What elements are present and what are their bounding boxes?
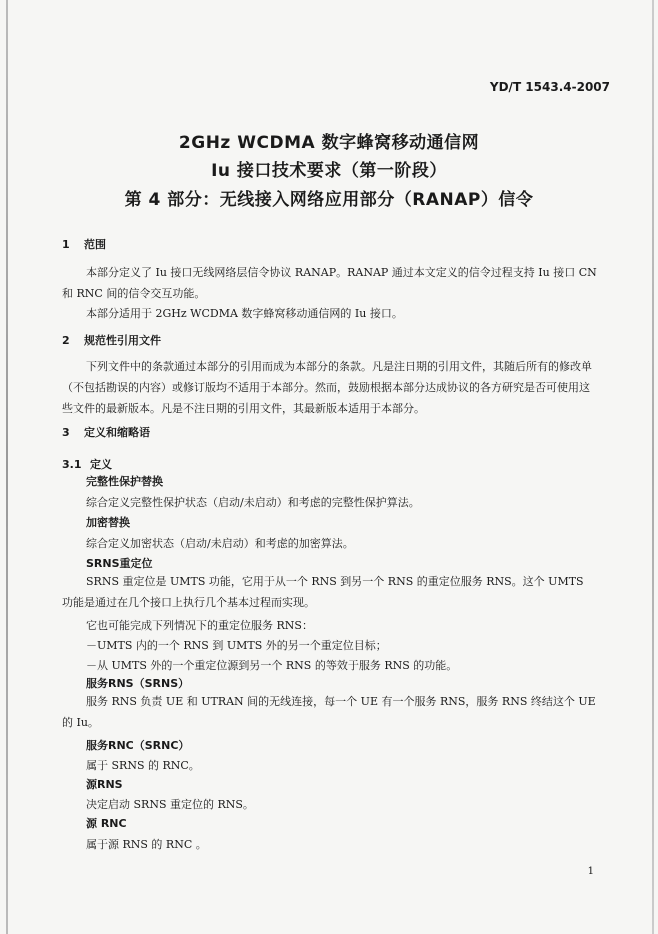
section-number: 2 bbox=[62, 334, 70, 347]
term-extra-line: －UMTS 内的一个 RNS 到 UMTS 外的另一个重定位目标； bbox=[86, 639, 387, 652]
standard-number: YD/T 1543.4-2007 bbox=[489, 80, 610, 94]
subsection-3-1-heading bbox=[62, 456, 112, 472]
term-heading: 完整性保护替换 bbox=[86, 475, 163, 488]
section-1-paragraph-2: 本部分适用于 2GHz WCDMA 数字蜂窝移动通信网的 Iu 接口。 bbox=[86, 307, 403, 320]
section-title: 规范性引用文件 bbox=[84, 334, 161, 347]
term-heading: SRNS重定位 bbox=[86, 557, 153, 570]
term-definition: 服务 RNS 负责 UE 和 UTRAN 间的无线连接，每一个 UE 有一个服务 RNS，服务 RNS 终结这个 UE 的 Iu。 bbox=[62, 695, 596, 729]
term-definition: 决定启动 SRNS 重定位的 RNS。 bbox=[86, 798, 254, 811]
section-title: 定义和缩略语 bbox=[84, 426, 150, 439]
page-number: 1 bbox=[587, 866, 594, 877]
term-heading: 加密替换 bbox=[86, 516, 130, 529]
subsection-title: 定义 bbox=[90, 458, 112, 471]
term-heading: 源 RNC bbox=[86, 817, 127, 830]
section-3-heading bbox=[62, 424, 150, 440]
term-definition: 属于源 RNS 的 RNC 。 bbox=[86, 838, 207, 851]
term-heading: 服务RNC（SRNC） bbox=[86, 739, 190, 752]
section-1-heading bbox=[62, 236, 106, 252]
title-line-3: 第 4 部分：无线接入网络应用部分（RANAP）信令 bbox=[124, 190, 534, 210]
term-extra-line: 它也可能完成下列情况下的重定位服务 RNS： bbox=[86, 619, 313, 632]
term-heading: 源RNS bbox=[86, 778, 123, 791]
term-heading: 服务RNS（SRNS） bbox=[86, 677, 190, 690]
term-extra-line: －从 UMTS 外的一个重定位源到另一个 RNS 的等效于服务 RNS 的功能。 bbox=[86, 659, 458, 672]
section-title: 范围 bbox=[84, 238, 106, 251]
section-number: 1 bbox=[62, 238, 70, 251]
term-definition: SRNS 重定位是 UMTS 功能，它用于从一个 RNS 到另一个 RNS 的重定位服务 RNS。这个 UMTS 功能是通过在几个接口上执行几个基本过程而实现。 bbox=[62, 575, 584, 609]
section-number: 3 bbox=[62, 426, 70, 439]
term-definition: 综合定义加密状态（启动/未启动）和考虑的加密算法。 bbox=[86, 537, 354, 550]
term-definition: 综合定义完整性保护状态（启动/未启动）和考虑的完整性保护算法。 bbox=[86, 496, 420, 509]
term-definition: 属于 SRNS 的 RNC。 bbox=[86, 759, 200, 772]
subsection-number: 3.1 bbox=[62, 458, 82, 471]
section-2-paragraph-1: 下列文件中的条款通过本部分的引用而成为本部分的条款。凡是注日期的引用文件，其随后所有的修改单（不包括勘误的内容）或修订版均不适用于本部分。然而，鼓励根据本部分达成协议的各方研究是否可使用这些文件的最新版本。凡是不注日期的引用文件，其最新版本适用于本部分。 bbox=[62, 360, 592, 415]
section-2-heading bbox=[62, 332, 161, 348]
section-1-paragraph-1: 本部分定义了 Iu 接口无线网络层信令协议 RANAP。RANAP 通过本文定义的信令过程支持 Iu 接口 CN 和 RNC 间的信令交互功能。 bbox=[62, 266, 597, 300]
title-line-1: 2GHz WCDMA 数字蜂窝移动通信网 bbox=[178, 133, 480, 153]
title-line-2: Iu 接口技术要求（第一阶段） bbox=[211, 161, 447, 181]
